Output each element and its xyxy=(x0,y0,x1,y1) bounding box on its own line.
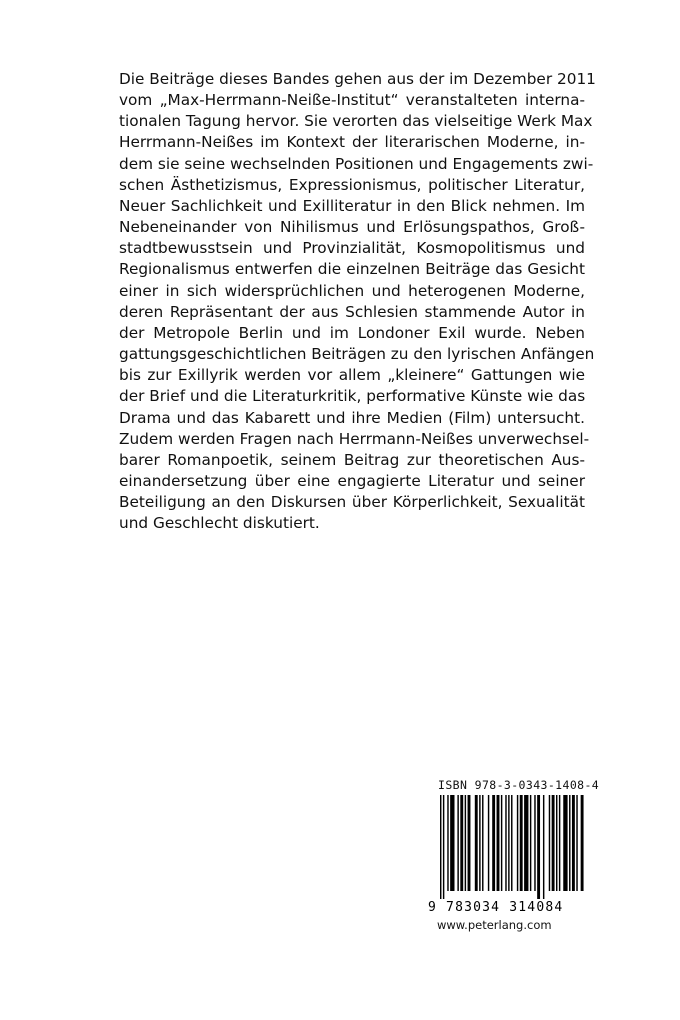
blurb-line: Zudem werden Fragen nach Herrmann-Neißes unverwechsel- xyxy=(119,429,590,448)
barcode-bar xyxy=(508,795,509,891)
barcode-bar xyxy=(501,795,502,891)
blurb-line: stadtbewusstsein und Provinzialität, Kosmopolitismus und xyxy=(119,239,585,258)
barcode-bar xyxy=(479,795,480,891)
blurb-line: Regionalismus entwerfen die einzelnen Beiträge das Gesicht xyxy=(119,260,585,279)
barcode-bar xyxy=(534,795,535,891)
blurb-line: einandersetzung über eine engagierte Literatur und seiner xyxy=(119,471,585,490)
blurb-line: Beteiligung an den Diskursen über Körperlichkeit, Sexualität xyxy=(119,493,585,512)
blurb-line: deren Repräsentant der aus Schlesien stammende Autor in xyxy=(119,302,585,321)
back-cover-blurb xyxy=(119,69,596,534)
barcode-bar xyxy=(443,795,444,899)
blurb-line: Drama und das Kabarett und ihre Medien (Film) untersucht. xyxy=(119,408,585,427)
blurb-line: schen Ästhetizismus, Expressionismus, politischer Literatur, xyxy=(119,175,585,194)
barcode-bar xyxy=(559,795,560,891)
barcode-graphic xyxy=(426,795,588,915)
barcode-bar xyxy=(460,795,463,891)
barcode-bar xyxy=(482,795,483,891)
blurb-line: dem sie seine wechselnden Positionen und Engagements zwi- xyxy=(119,154,594,173)
barcode-digits: 9 783034 314084 xyxy=(428,900,564,915)
blurb-line: der Brief und die Literaturkritik, performative Künste wie das xyxy=(119,387,586,406)
barcode-bar xyxy=(497,795,500,891)
barcode-bar xyxy=(517,795,518,891)
barcode-bar xyxy=(520,795,523,891)
barcode-bar xyxy=(475,795,478,891)
isbn-label: ISBN 978-3-0343-1408-4 xyxy=(438,778,600,792)
barcode-bar xyxy=(505,795,506,891)
isbn-barcode xyxy=(426,778,600,938)
barcode-bar xyxy=(511,795,512,891)
blurb-line: bis zur Exillyrik werden vor allem „kleinere“ Gattungen wie xyxy=(119,366,585,385)
barcode-bar xyxy=(492,795,495,891)
barcode-bar xyxy=(468,795,471,891)
blurb-line: vom „Max-Herrmann-Neiße-Institut“ veranstalteten interna- xyxy=(119,91,585,110)
barcode-bar xyxy=(572,795,575,891)
blurb-line: tionalen Tagung hervor. Sie verorten das vielseitige Werk Max xyxy=(119,112,593,131)
barcode-bar xyxy=(543,795,544,899)
barcode-bar xyxy=(440,795,441,899)
blurb-line: Die Beiträge dieses Bandes gehen aus der im Dezember 2011 xyxy=(119,70,596,88)
blurb-line: Neuer Sachlichkeit und Exilliteratur in den Blick nehmen. Im xyxy=(119,196,585,215)
barcode-bar xyxy=(465,795,466,891)
barcode-bar xyxy=(576,795,577,891)
barcode-bar xyxy=(447,795,448,891)
barcode-bar xyxy=(563,795,567,891)
blurb-line: Herrmann-Neißes im Kontext der literarischen Moderne, in- xyxy=(119,133,585,152)
barcode-bar xyxy=(537,795,540,899)
barcode-bar xyxy=(450,795,454,891)
barcode-bar xyxy=(581,795,584,891)
barcode-bar xyxy=(569,795,570,891)
barcode-bar xyxy=(556,795,557,891)
barcode-bar xyxy=(552,795,555,891)
blurb-line: gattungsgeschichtlichen Beiträgen zu den lyrischen Anfängen xyxy=(119,345,595,364)
barcode-bar xyxy=(524,795,528,891)
blurb-line: Nebeneinander von Nihilismus und Erlösungspathos, Groß- xyxy=(119,218,585,237)
blurb-line: der Metropole Berlin und im Londoner Exil wurde. Neben xyxy=(119,323,585,342)
blurb-line: und Geschlecht diskutiert. xyxy=(119,514,320,533)
barcode-bar xyxy=(549,795,550,891)
publisher-url[interactable]: www.peterlang.com xyxy=(437,918,552,932)
blurb-line: einer in sich widersprüchlichen und heterogenen Moderne, xyxy=(119,281,585,300)
barcode-bar xyxy=(530,795,531,891)
barcode-bar xyxy=(488,795,489,891)
barcode-bar xyxy=(457,795,458,891)
blurb-line: barer Romanpoetik, seinem Beitrag zur theoretischen Aus- xyxy=(119,450,585,469)
